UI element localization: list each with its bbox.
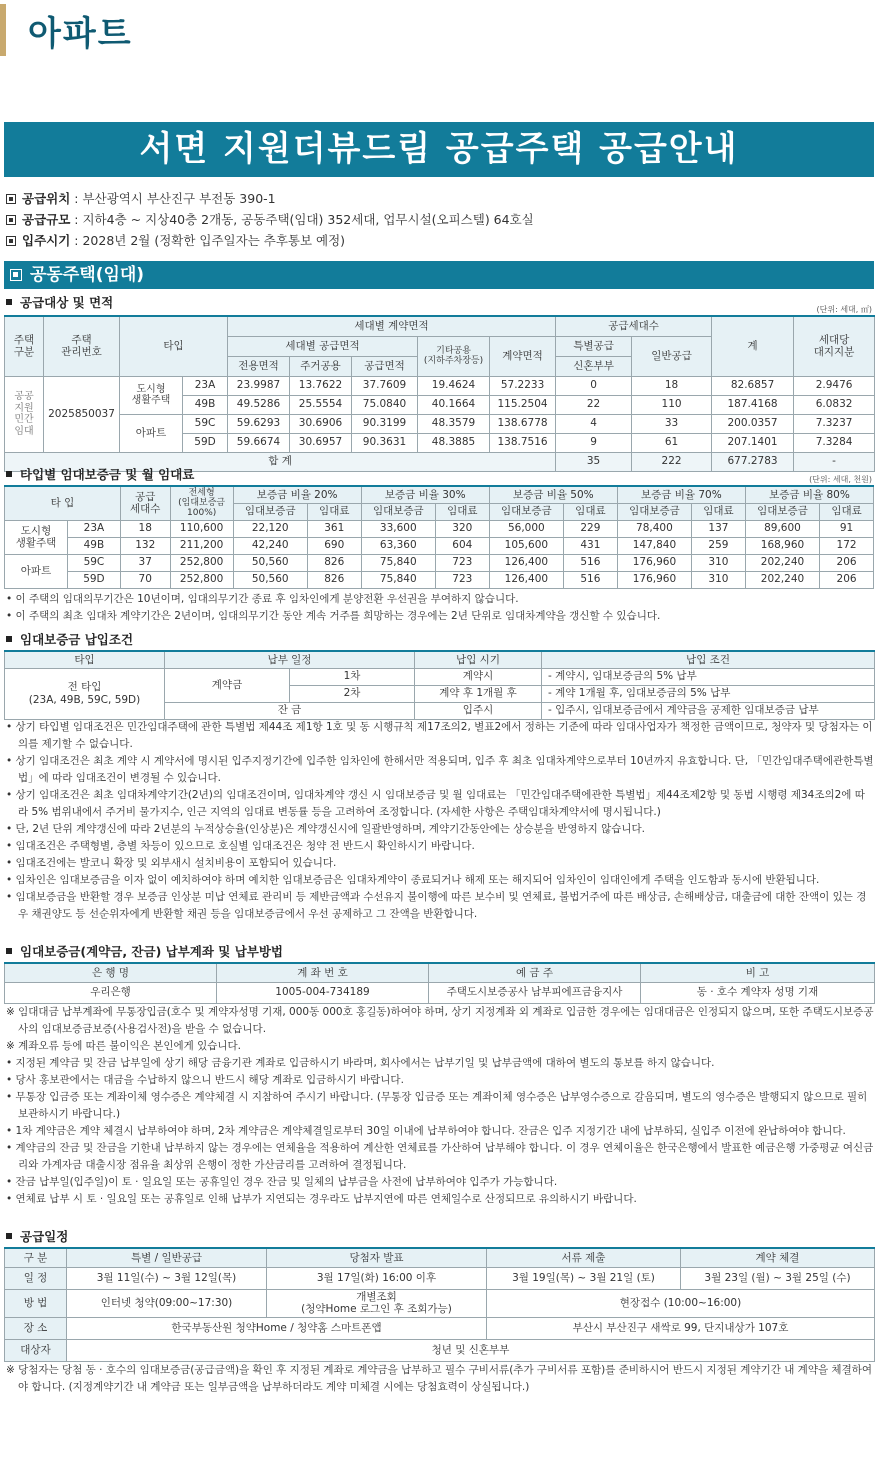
col-supply-area: 세대별 공급면적 bbox=[228, 336, 418, 356]
col-special: 특별공급 bbox=[556, 336, 632, 356]
col-mgmt-no: 주택 관리번호 bbox=[44, 316, 120, 376]
note-item: • 계약금의 잔금 및 잔금을 기한내 납부하지 않는 경우에는 연체율을 적용하여 계산한 연체료를 가산하여 납부해야 합니다. 이 경우 연체이율은 한국은행에서 발표한 예금은행 가중평균 여신금리와 가계자금 대출시장 점유율 최상위 은행이 정한 가산금리를 고려하여 결정됩니다. bbox=[6, 1142, 874, 1171]
payment-heading: 임대보증금 납입조건 bbox=[6, 630, 133, 648]
col-division: 구 분 bbox=[5, 1248, 67, 1267]
note-item: • 상기 임대조건은 최초 계약 시 계약서에 명시된 입주지정기간에 입주한 임차인에 한해서만 적용되며, 입주 후 최초 임대차계약으로부터 10년까지 유효합니다. 단, 「민간임대주택에관한특별법」에 따라 임대조건이 변경될 수 있습니다. bbox=[6, 755, 874, 784]
total-label: 합 계 bbox=[5, 452, 556, 471]
col-when: 납입 시기 bbox=[415, 651, 542, 668]
type-cell: 전 타입 (23A, 49B, 59C, 59D) bbox=[5, 668, 165, 719]
col-land-share: 세대당 대지지분 bbox=[794, 316, 875, 376]
col-remark: 비 고 bbox=[641, 963, 875, 982]
supply-summary bbox=[6, 188, 866, 251]
col-households: 공급세대수 bbox=[556, 316, 712, 336]
table-row: 우리은행 1005-004-734189 주택도시보증공사 남부피에프금융지사 동 · 호수 계약자 성명 기재 bbox=[5, 982, 875, 1003]
note-item: • 무통장 입금증 또는 계좌이체 영수증은 계약체결 시 지참하여 주시기 바랍니다. (무통장 입금증 또는 계좌이체 영수증은 납부영수증으로 갈음되며, 별도의 영수증은 발행되지 않으므로 필히 보관하시기 바랍니다.) bbox=[6, 1091, 868, 1120]
col-apply: 특별 / 일반공급 bbox=[67, 1248, 267, 1267]
table-row: 대상자 청년 및 신혼부부 bbox=[5, 1339, 875, 1361]
summary-move-in: 입주시기 : 2028년 2월 (정확한 입주일자는 추후통보 예정) bbox=[6, 230, 866, 251]
col-ratio-20: 보증금 비율 20% bbox=[233, 486, 361, 503]
mgmt-no-cell: 2025850037 bbox=[44, 376, 120, 452]
group-cell: 아파트 bbox=[120, 414, 183, 452]
note-item: • 임차인은 임대보증금을 이자 없이 예치하여야 하며 예치한 임대보증금은 임대차계약이 종료되거나 해제 또는 해지되어 임차인이 임대인에게 주택을 인도함과 동시에 반환됩니다. bbox=[6, 874, 820, 886]
col-supply: 공급면적 bbox=[352, 356, 418, 376]
col-jeonse: 전세형 (임대보증금 100%) bbox=[170, 486, 233, 520]
col-ratio-30: 보증금 비율 30% bbox=[361, 486, 489, 503]
col-account-no: 계 좌 번 호 bbox=[217, 963, 429, 982]
col-bank: 은 행 명 bbox=[5, 963, 217, 982]
square-bullet-icon bbox=[6, 471, 12, 477]
col-ratio-70: 보증금 비율 70% bbox=[617, 486, 745, 503]
group-cell: 도시형 생활주택 bbox=[5, 520, 68, 554]
col-total: 계 bbox=[712, 316, 794, 376]
note-item: • 단, 2년 단위 계약갱신에 따라 2년분의 누적상승율(인상분)은 계약갱신시에 일괄반영하며, 계약기간동안에는 상승분을 반영하지 않습니다. bbox=[6, 823, 646, 835]
note-item: • 지정된 계약금 및 잔금 납부일에 상기 해당 금융기관 계좌로 입금하시기 바라며, 회사에서는 납부기일 및 납부금액에 대하여 별도의 통보를 하지 않습니다. bbox=[6, 1057, 715, 1069]
square-bullet-icon bbox=[6, 636, 12, 642]
area-heading: 공급대상 및 면적 bbox=[6, 293, 113, 311]
note-item: • 상기 임대조건은 최초 임대차계약기간(2년)의 임대조건이며, 임대차계약 갱신 시 임대보증금 및 월 임대료는 「민간임대주택에관한 특별법」제44조제2항 및 동법 시행령 제34조의2에 따라 5% 범위내에서 주거비 물가지수, 인근 지역의 임대료 변동률 등을 고려하여 조정합니다. (자세한 사항은 주택임대차계약서에 명시됩니다.) bbox=[6, 789, 865, 818]
col-house-kind: 주택 구분 bbox=[5, 316, 44, 376]
bullet-box-icon bbox=[6, 236, 16, 246]
note-item: • 연체료 납부 시 토 · 일요일 또는 공휴일로 인해 납부가 지연되는 경우라도 납부지연에 따른 연체일수로 산정되므로 유의하시기 바랍니다. bbox=[6, 1193, 637, 1205]
note-item: • 이 주택의 임대의무기간은 10년이며, 임대의무기간 종료 후 임차인에게 분양전환 우선권을 부여하지 않습니다. bbox=[6, 593, 519, 605]
note-item: ※ 임대대금 납부계좌에 무통장입금(호수 및 계약자성명 기재, 000동 000호 홍길동)하여야 하며, 상기 지정계좌 외 계좌로 입금한 경우에는 임대대금은 인정되지 않으며, 또한 주택도시보증공사의 임대보증금보증(사용검사전)을 받을 수 없습니다. bbox=[6, 1006, 874, 1035]
col-holder: 예 금 주 bbox=[429, 963, 641, 982]
col-type: 타입 bbox=[5, 651, 165, 668]
table-row: 장 소 한국부동산원 청약Home / 청약홈 스마트폰앱 부산시 부산진구 새싹로 99, 단지내상가 107호 bbox=[5, 1317, 875, 1339]
group-cell: 도시형 생활주택 bbox=[120, 376, 183, 414]
table-row: 49B 132 211,200 42,240 690 63,360 604 105,600 431 147,840 259 168,960 172 bbox=[5, 537, 874, 554]
col-type: 타 입 bbox=[5, 486, 121, 520]
rent-heading: 타입별 임대보증금 및 월 임대료 bbox=[6, 465, 194, 483]
table-row: 2차 계약 후 1개월 후 - 계약 1개월 후, 임대보증금의 5% 납부 bbox=[5, 685, 875, 702]
bullet-box-icon bbox=[6, 215, 16, 225]
notice-banner-title: 서면 지원더뷰드림 공급주택 공급안내 bbox=[4, 122, 874, 177]
contract-cell: 계약금 bbox=[165, 668, 290, 702]
category-header bbox=[0, 0, 878, 60]
note-item: • 이 주택의 최초 임대차 계약기간은 2년이며, 임대의무기간 동안 계속 거주를 희망하는 경우에는 2년 단위로 임대차계약을 갱신할 수 있습니다. bbox=[6, 610, 661, 622]
table-row: 59D 70 252,800 50,560 826 75,840 723 126,400 516 176,960 310 202,240 206 bbox=[5, 571, 874, 588]
house-kind-cell: 공공 지원 민간 임대 bbox=[5, 376, 44, 452]
col-ratio-50: 보증금 비율 50% bbox=[489, 486, 617, 503]
rent-notes bbox=[6, 591, 874, 625]
note-item: • 상기 타입별 임대조건은 민간임대주택에 관한 특별법 제44조 제1항 1호 및 동 시행규칙 제17조의2, 별표2에서 정하는 기준에 따라 임대사업자가 책정한 금액이므로, 청약자 및 당첨자는 이의를 제기할 수 없습니다. bbox=[6, 721, 873, 750]
col-contract-area: 세대별 계약면적 bbox=[228, 316, 556, 336]
col-condition: 납입 조건 bbox=[542, 651, 875, 668]
table-row: 잔 금 입주시 - 입주시, 임대보증금에서 계약금을 공제한 임대보증금 납부 bbox=[5, 702, 875, 719]
category-title: 아파트 bbox=[28, 14, 133, 54]
note-item: ※ 당첨자는 당첨 동 · 호수의 임대보증금(공급금액)을 확인 후 지정된 계좌로 계약금을 납부하고 필수 구비서류(추가 구비서류 포함)를 준비하시어 반드시 지정된 계약기간 내 계약을 체결하여야 합니다. (지정계약기간 내 계약금 또는 일부금액을 납부하더라도 계약 미체결 시에는 당첨효력이 상실됩니다.) bbox=[6, 1364, 873, 1393]
payment-table bbox=[4, 650, 875, 720]
rent-table: 타 입 공급 세대수 전세형 (임대보증금 100%) 보증금 비율 20% 보증금 비율 30% 보증금 비율 50% 보증금 비율 70% 보증금 비율 80% 임대보증금 임대료 임대보증금 임대료 임대보증금 임대료 임대보증금 임대료 임대보증금 임대료 도시형 생활주택 23A 18 110,600 22,120 361 33,600 320 56,000 229 78,400 137 89,600 91 49B 132 211,200 42,240 690 63,360 604 105,600 431 147,840 259 168,960 172 아파트 59C 37 252,800 50,560 826 75,840 723 126,400 516 176,960 310 202,240 206 59D 70 252,800 50,560 826 75,840 723 126,400 516 176,960 310 202,240 206 bbox=[4, 485, 874, 589]
col-households: 공급 세대수 bbox=[120, 486, 170, 520]
square-bullet-icon bbox=[6, 1233, 12, 1239]
table-row: 49B 49.5286 25.5554 75.0840 40.1664 115.2504 22 110 187.4168 6.0832 bbox=[5, 395, 875, 414]
col-newlywed: 신혼부부 bbox=[556, 356, 632, 376]
table-row: 전 타입 (23A, 49B, 59C, 59D) 계약금 1차 계약시 - 계약시, 임대보증금의 5% 납부 bbox=[5, 668, 875, 685]
account-table bbox=[4, 962, 875, 1004]
payment-notes bbox=[6, 719, 874, 923]
section-title-bar: 공동주택(임대) bbox=[4, 261, 874, 289]
account-heading: 임대보증금(계약금, 잔금) 납부계좌 및 납부방법 bbox=[6, 942, 283, 960]
area-table bbox=[4, 315, 875, 472]
note-item: • 당사 홍보관에서는 대금을 수납하지 않으니 반드시 해당 계좌로 입금하시기 바랍니다. bbox=[6, 1074, 404, 1086]
col-other-common: 기타공용 (지하주차장등) bbox=[418, 336, 490, 376]
square-bullet-icon bbox=[6, 948, 12, 954]
summary-location: 공급위치 : 부산광역시 부산진구 부전동 390-1 bbox=[6, 188, 866, 209]
col-ratio-80: 보증금 비율 80% bbox=[745, 486, 873, 503]
col-contract: 계약 체결 bbox=[681, 1248, 875, 1267]
table-row: 공공 지원 민간 임대 2025850037 도시형 생활주택 23A 23.9987 13.7622 37.7609 19.4624 57.2233 0 18 82.6857 2.9476 bbox=[5, 376, 875, 395]
area-unit: (단위: 세대, ㎡) bbox=[816, 305, 872, 314]
table-row: 도시형 생활주택 23A 18 110,600 22,120 361 33,600 320 56,000 229 78,400 137 89,600 91 bbox=[5, 520, 874, 537]
square-bullet-icon bbox=[6, 299, 12, 305]
table-row: 59D 59.6674 30.6957 90.3631 48.3885 138.7516 9 61 207.1401 7.3284 bbox=[5, 433, 875, 452]
col-docs: 서류 제출 bbox=[487, 1248, 681, 1267]
note-item: • 임대조건은 주택형별, 층별 차등이 있으므로 호실별 임대조건은 청약 전 반드시 확인하시기 바랍니다. bbox=[6, 840, 475, 852]
schedule-notes bbox=[6, 1362, 874, 1396]
col-contract: 계약면적 bbox=[490, 336, 556, 376]
total-row: 합 계 35 222 677.2783 - bbox=[5, 452, 875, 471]
col-residential-common: 주거공용 bbox=[290, 356, 352, 376]
col-type: 타입 bbox=[120, 316, 228, 376]
category-accent-bar bbox=[0, 4, 6, 56]
table-row: 아파트 59C 37 252,800 50,560 826 75,840 723 126,400 516 176,960 310 202,240 206 bbox=[5, 554, 874, 571]
col-announce: 당첨자 발표 bbox=[267, 1248, 487, 1267]
account-notes bbox=[6, 1004, 874, 1208]
summary-scale: 공급규모 : 지하4층 ~ 지상40층 2개동, 공동주택(임대) 352세대, 업무시설(오피스텔) 64호실 bbox=[6, 209, 866, 230]
section-box-icon bbox=[10, 269, 22, 281]
col-general: 일반공급 bbox=[632, 336, 712, 376]
col-exclusive: 전용면적 bbox=[228, 356, 290, 376]
schedule-table bbox=[4, 1247, 875, 1362]
note-item: • 1차 계약금은 계약 체결시 납부하여야 하며, 2차 계약금은 계약체결일로부터 30일 이내에 납부하여야 합니다. 잔금은 입주 지정기간 내에 납부하되, 실입주 이전에 완납하여야 합니다. bbox=[6, 1125, 846, 1137]
note-item: • 잔금 납부일(입주일)이 토 · 일요일 또는 공휴일인 경우 잔금 및 일체의 납부금을 사전에 납부하여야 입주가 가능합니다. bbox=[6, 1176, 558, 1188]
table-row: 일 정 3월 11일(수) ~ 3월 12일(목) 3월 17일(화) 16:00 이후 3월 19일(목) ~ 3월 21일 (토) 3월 23일 (월) ~ 3월 25일 (수) bbox=[5, 1267, 875, 1289]
note-item: • 임대조건에는 발코니 확장 및 외부새시 설치비용이 포함되어 있습니다. bbox=[6, 857, 337, 869]
rent-unit: (단위: 세대, 천원) bbox=[809, 475, 872, 484]
note-item: • 임대보증금을 반환할 경우 보증금 인상분 미납 연체료 관리비 등 제반금액과 수선유지 불이행에 따른 보수비 및 연체료, 불법거주에 따른 배상금, 손해배상금, 대출금에 대한 잔액이 있는 경우 채권양도 등 선순위자에게 반환할 채권 등을 임대보증금에서 우선 공제하고 그 잔액을 반환합니다. bbox=[6, 891, 867, 920]
table-row: 아파트 59C 59.6293 30.6906 90.3199 48.3579 138.6778 4 33 200.0357 7.3237 bbox=[5, 414, 875, 433]
note-item: ※ 계좌오류 등에 따른 불이익은 본인에게 있습니다. bbox=[6, 1040, 242, 1052]
group-cell: 아파트 bbox=[5, 554, 68, 588]
schedule-heading: 공급일정 bbox=[6, 1227, 68, 1245]
balance-cell: 잔 금 bbox=[165, 702, 415, 719]
bullet-box-icon bbox=[6, 194, 16, 204]
table-row: 방 법 인터넷 청약(09:00~17:30) 개별조회 (청약Home 로그인 후 조회가능) 현장접수 (10:00~16:00) bbox=[5, 1289, 875, 1317]
col-schedule: 납부 일정 bbox=[165, 651, 415, 668]
